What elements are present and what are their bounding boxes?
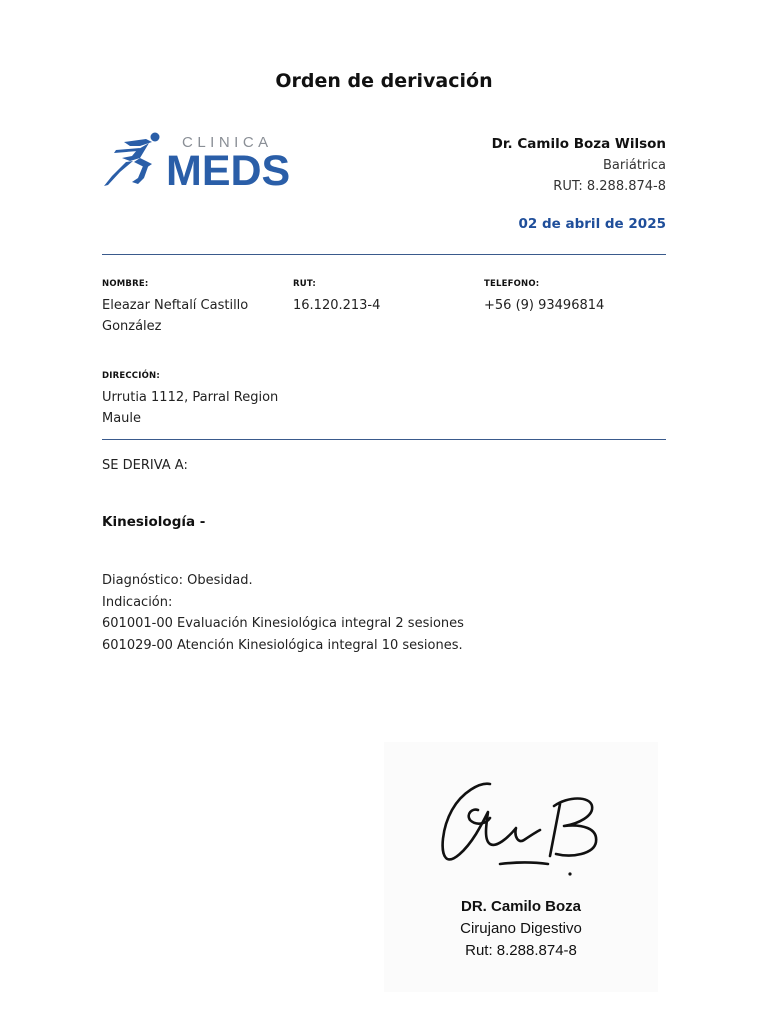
diagnosis-line: Diagnóstico: Obesidad. xyxy=(102,573,253,588)
direccion-label: DIRECCIÓN: xyxy=(102,371,160,381)
divider-bottom xyxy=(102,439,666,440)
document-date: 02 de abril de 2025 xyxy=(518,216,666,232)
doctor-name: Dr. Camilo Boza Wilson xyxy=(491,136,666,152)
indication-item: 601001-00 Evaluación Kinesiológica integral 2 sesiones xyxy=(102,616,464,631)
referral-details xyxy=(102,570,464,656)
signature-stamp xyxy=(384,742,658,992)
rut-label: RUT: xyxy=(293,279,316,289)
nombre-value: Eleazar Neftalí Castillo González xyxy=(102,298,249,334)
doctor-rut: RUT: 8.288.874-8 xyxy=(553,179,666,194)
signature-rut: Rut: 8.288.874-8 xyxy=(465,942,577,959)
telefono-value: +56 (9) 93496814 xyxy=(484,298,605,313)
clinic-logo xyxy=(100,128,300,192)
direccion-value: Urrutia 1112, Parral Region Maule xyxy=(102,390,279,426)
document-title: Orden de derivación xyxy=(275,70,493,92)
referral-specialty: Kinesiología - xyxy=(102,514,206,530)
nombre-label: NOMBRE: xyxy=(102,279,149,289)
signature-role: Cirujano Digestivo xyxy=(460,920,582,937)
divider-top xyxy=(102,254,666,255)
signature-name: DR. Camilo Boza xyxy=(460,898,581,915)
logo-clinica-text: CLINICA xyxy=(182,134,273,151)
telefono-label: TELEFONO: xyxy=(484,279,540,289)
doctor-info xyxy=(492,134,666,197)
referral-heading: SE DERIVA A: xyxy=(102,458,188,473)
doctor-specialty: Bariátrica xyxy=(603,158,666,173)
logo-meds-text: MEDS xyxy=(166,147,291,192)
runner-icon xyxy=(104,133,160,187)
indication-label: Indicación: xyxy=(102,594,173,610)
rut-value: 16.120.213-4 xyxy=(293,298,381,313)
indication-item: 601029-00 Atención Kinesiológica integral 10 sesiones. xyxy=(102,637,463,653)
handwritten-signature xyxy=(432,772,612,892)
